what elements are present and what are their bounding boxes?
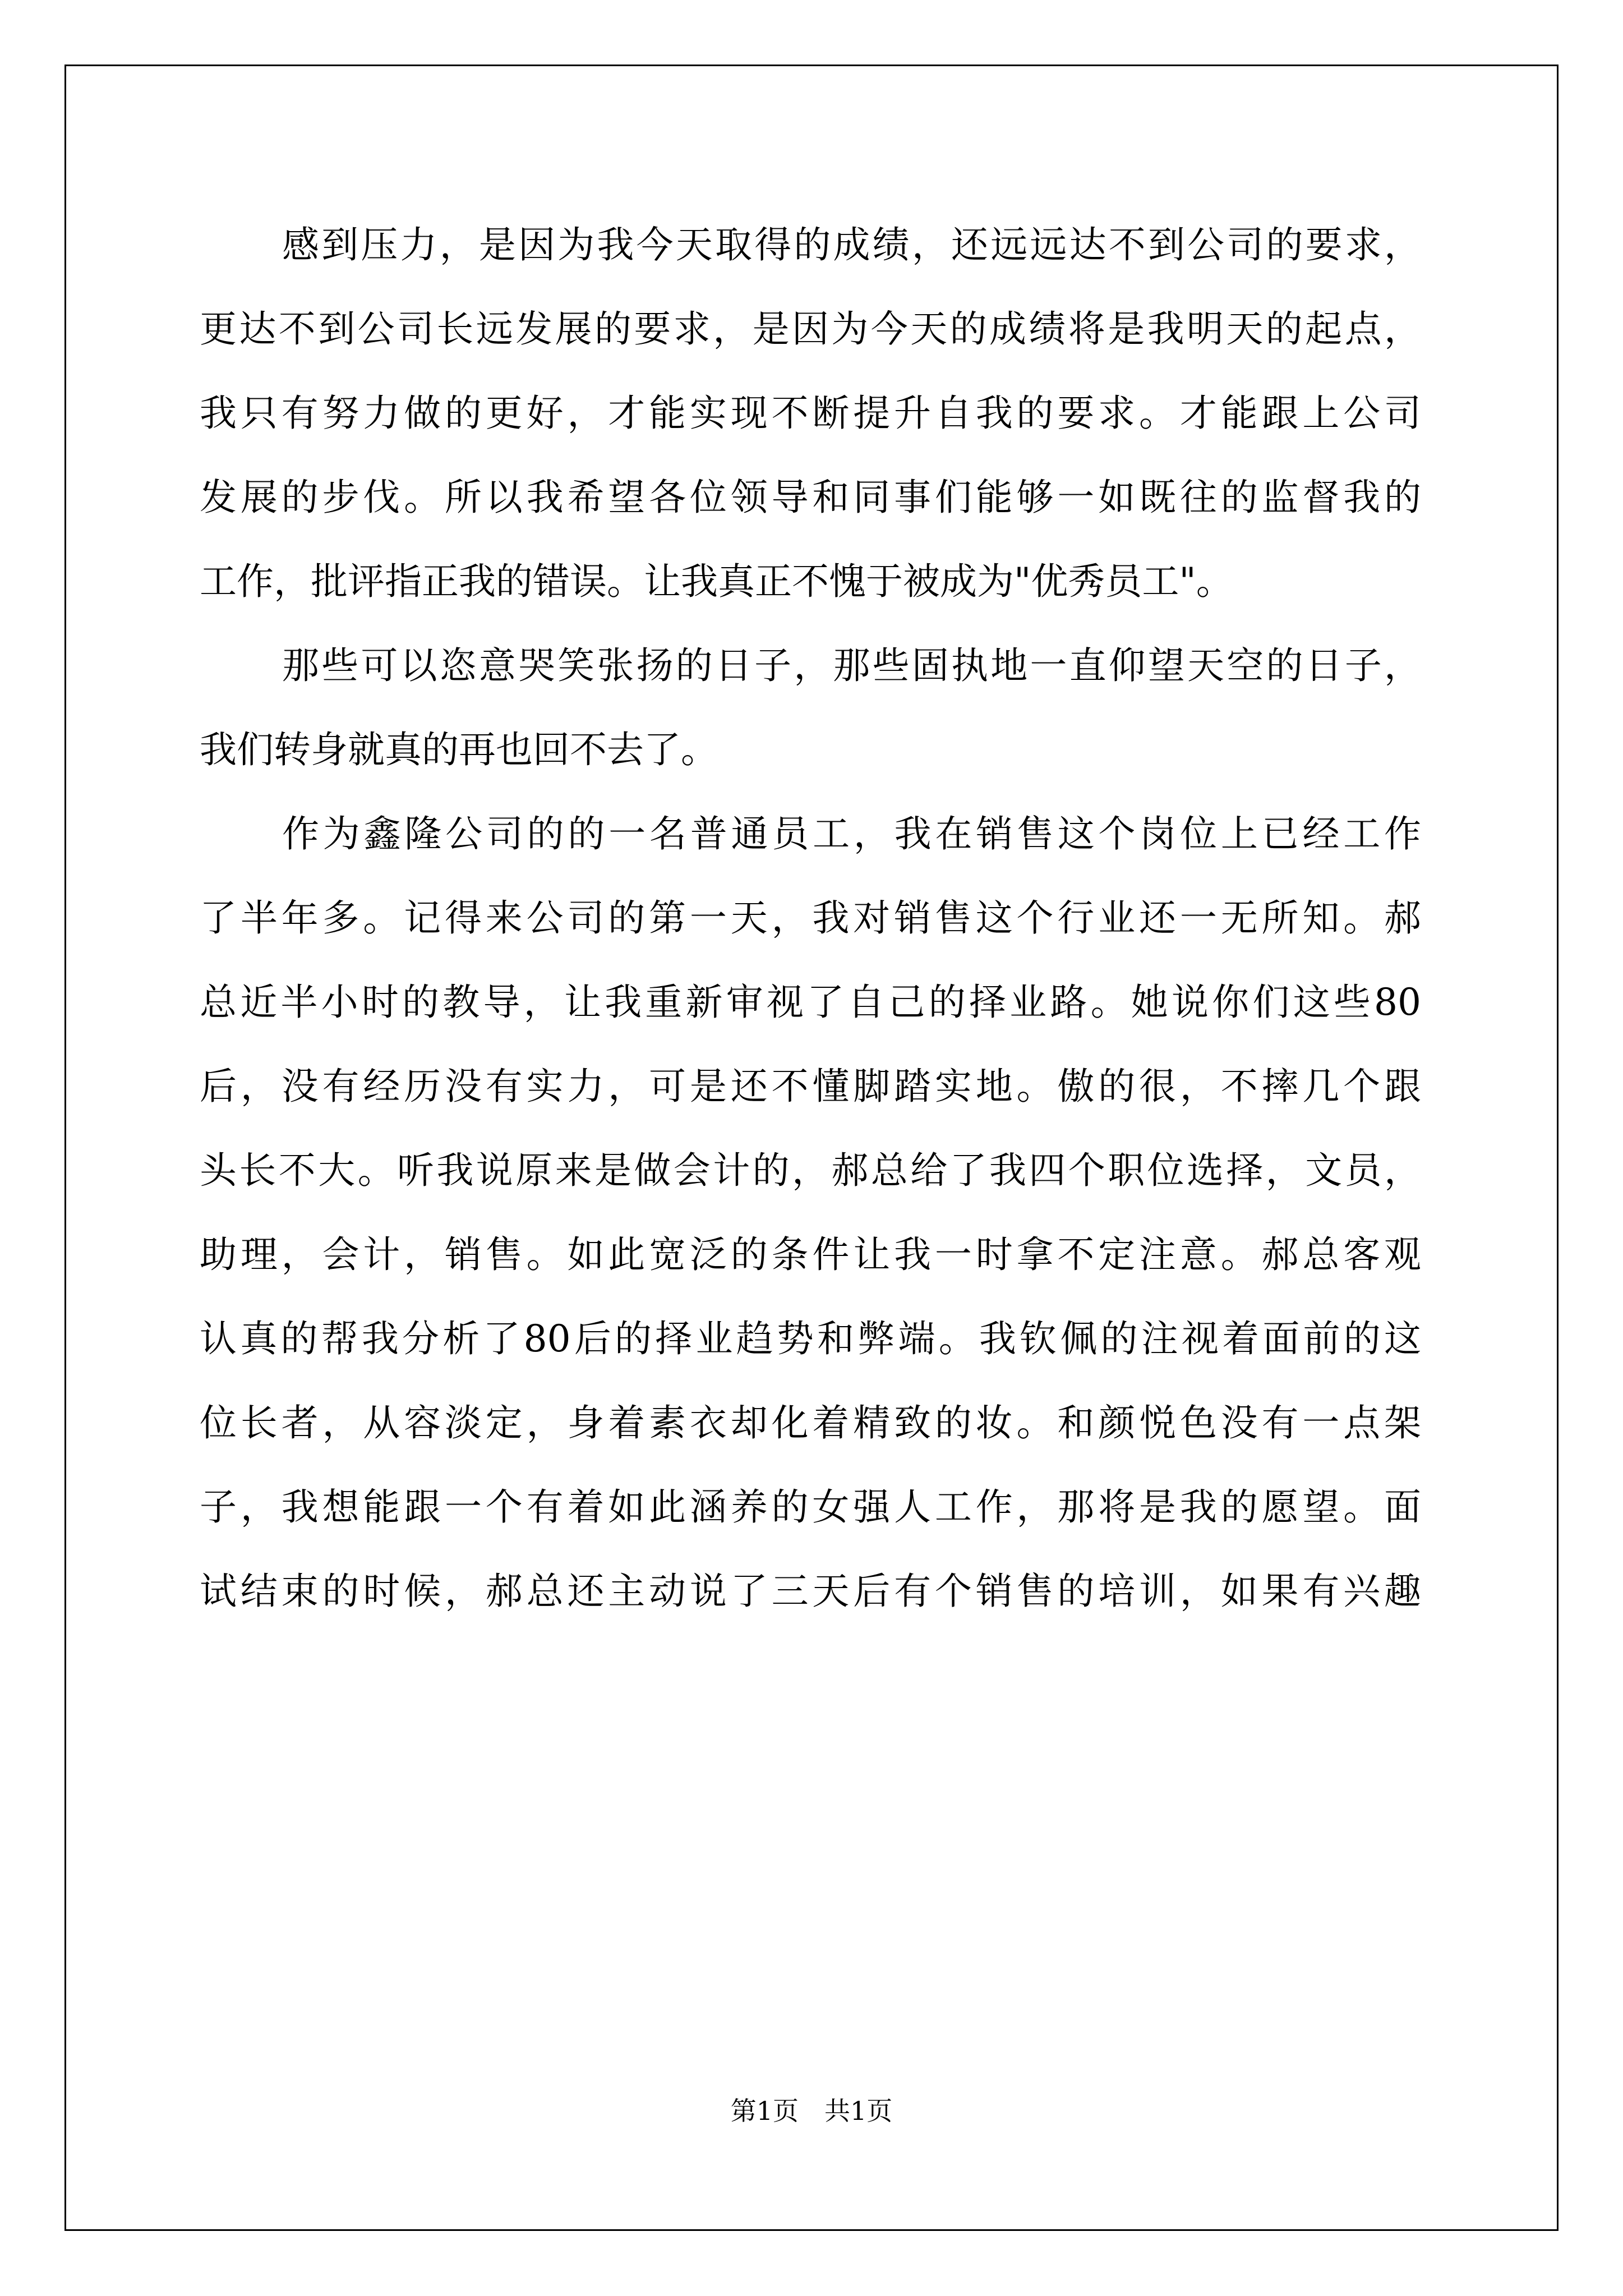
text-line: 总近半小时的教导，让我重新审视了自己的择业路。她说你们这些80 [200, 981, 1421, 1024]
text-line: 发展的步伐。所以我希望各位领导和同事们能够一如既往的监督我的 [200, 476, 1421, 519]
text-line: 工作，批评指正我的错误。让我真正不愧于被成为"优秀员工"。 [200, 560, 1233, 603]
text-line: 后，没有经历没有实力，可是还不懂脚踏实地。傲的很，不摔几个跟 [200, 1065, 1421, 1108]
text-line: 更达不到公司长远发展的要求，是因为今天的成绩将是我明天的起点， [200, 307, 1421, 351]
text-line: 头长不大。听我说原来是做会计的，郝总给了我四个职位选择，文员， [200, 1149, 1421, 1192]
text-line: 我只有努力做的更好，才能实现不断提升自我的要求。才能跟上公司 [200, 392, 1421, 435]
text-line: 子，我想能跟一个有着如此涵养的女强人工作，那将是我的愿望。面 [200, 1485, 1421, 1529]
text-line: 助理，会计，销售。如此宽泛的条件让我一时拿不定注意。郝总客观 [200, 1233, 1421, 1276]
text-line: 感到压力，是因为我今天取得的成绩，还远远达不到公司的要求， [282, 223, 1421, 266]
text-line: 作为鑫隆公司的的一名普通员工，我在销售这个岗位上已经工作 [282, 812, 1421, 855]
text-line: 那些可以恣意哭笑张扬的日子，那些固执地一直仰望天空的日子， [282, 644, 1421, 687]
text-line: 试结束的时候，郝总还主动说了三天后有个销售的培训，如果有兴趣 [200, 1570, 1421, 1613]
text-line: 我们转身就真的再也回不去了。 [200, 728, 718, 771]
text-line [200, 1648, 1421, 1704]
page-footer: 第1页 共1页 [730, 2096, 893, 2126]
text-line: 位长者，从容淡定，身着素衣却化着精致的妆。和颜悦色没有一点架 [200, 1401, 1421, 1444]
text-line: 认真的帮我分析了80后的择业趋势和弊端。我钦佩的注视着面前的这 [200, 1317, 1421, 1360]
text-line: 了半年多。记得来公司的第一天，我对销售这个行业还一无所知。郝 [200, 896, 1421, 940]
